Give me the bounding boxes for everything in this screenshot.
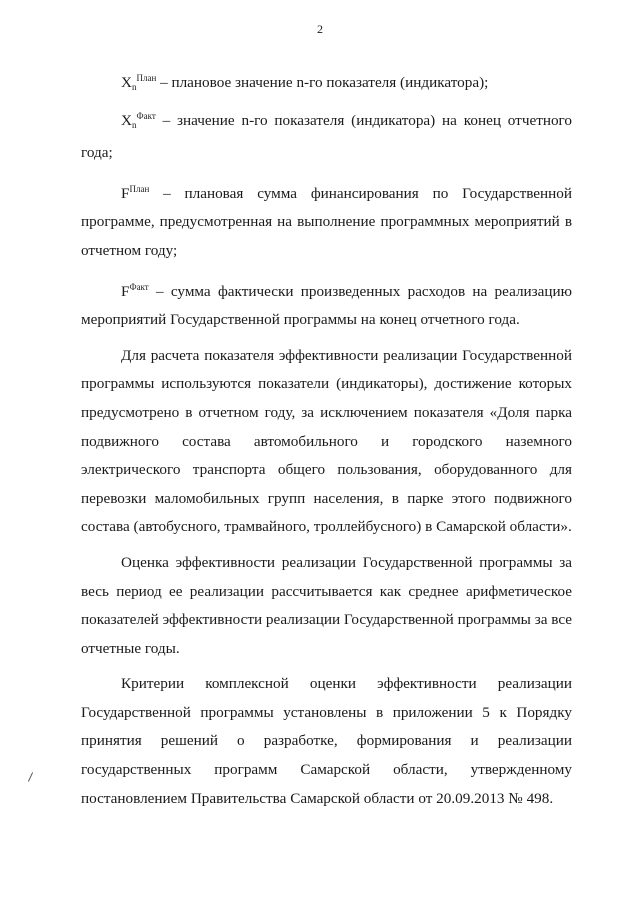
- page-number: 2: [317, 22, 323, 36]
- document-body: [81, 64, 572, 813]
- definition-x-plan: [81, 64, 572, 102]
- symbol-f-fact: $F^{Факт}$: [121, 281, 149, 300]
- definition-text: – плановая сумма финансирования по Государственной программе, предусмотренная на выполнение программных мероприятий в отчетном году;: [81, 184, 572, 259]
- definition-text: – сумма фактически произведенных расходов на реализацию мероприятий Государственной программы на конец отчетного года.: [81, 282, 572, 329]
- symbol-f-plan: $F^{План}$: [121, 183, 150, 202]
- definition-f-fact: [81, 273, 572, 335]
- definition-text: – значение n-го показателя (индикатора) на конец отчетного года;: [81, 111, 572, 162]
- paragraph-evaluation: Оценка эффективности реализации Государственной программы за весь период ее реализации рассчитывается как среднее арифметическое показателей эффективности реализации Государственной программы за все отчетные годы.: [81, 553, 572, 657]
- symbol-x-fact: $X_n^{Факт}$: [121, 110, 156, 130]
- definition-x-fact: [81, 102, 572, 168]
- definition-text: – плановое значение n-го показателя (индикатора);: [156, 74, 489, 91]
- paragraph-indicators: Для расчета показателя эффективности реализации Государственной программы используются показатели (индикаторы), достижение которых предусмотрено в отчетном году, за исключением показателя «Доля парка подвижного состава автомобильного и городского наземного электрического транспорта общего пользования, оборудованного для перевозки маломобильных групп населения, в парке этого подвижного состава (автобусного, трамвайного, троллейбусного) в Самарской области».: [81, 346, 572, 536]
- definition-f-plan: [81, 175, 572, 266]
- symbol-x-plan: $X_n^{План}$: [121, 73, 157, 92]
- scan-artifact: [28, 772, 33, 781]
- paragraph-criteria: Критерии комплексной оценки эффективности реализации Государственной программы установлены в приложении 5 к Порядку принятия решений о разработке, формирования и реализации государственных программ Самарской области, утвержденному постановлением Правительства Самарской области от 20.09.2013 № 498.: [81, 675, 572, 807]
